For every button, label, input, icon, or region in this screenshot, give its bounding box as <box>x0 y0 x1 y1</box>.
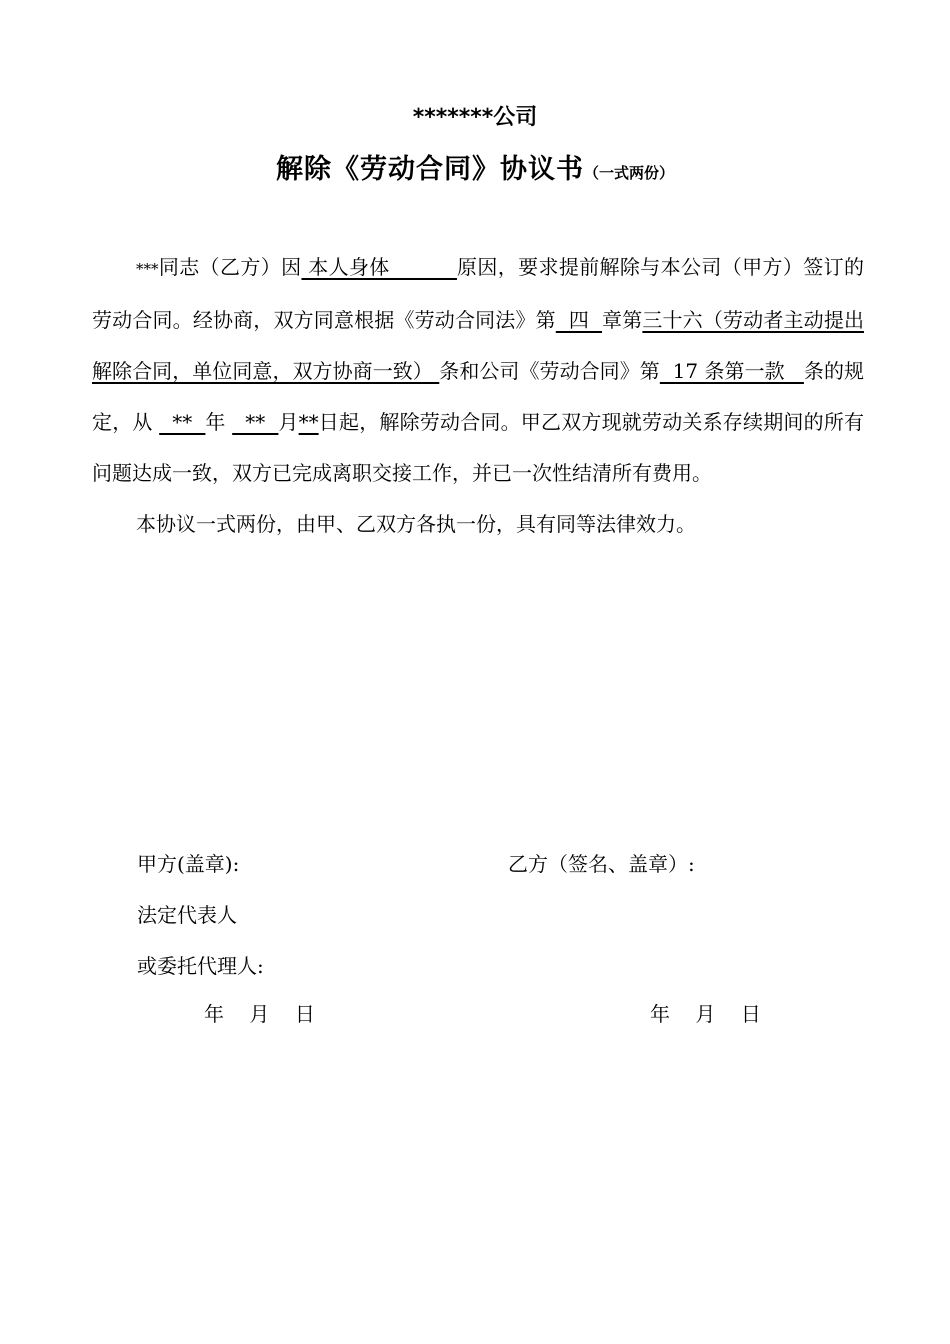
party-b-label: 乙方（签名、盖章）: <box>508 852 695 876</box>
text-segment: 章第 <box>602 308 643 332</box>
document-title <box>0 147 950 186</box>
month-field: ** <box>232 410 279 434</box>
text-segment: 原因，要求提前解除与本公司（甲方）签订的劳动合同。经协商，双方同意根据《劳动合同法》第 <box>92 255 865 332</box>
text-segment: 月 <box>278 410 299 434</box>
text-segment: 同志（乙方）因 <box>158 255 302 279</box>
company-name: *******公司 <box>412 105 538 130</box>
clause-field: 17 条第一款 <box>659 359 804 383</box>
reason-field: 本人身体 <box>301 255 457 279</box>
employee-name: *** <box>136 260 159 278</box>
title-note: （一式两份） <box>583 164 674 182</box>
chapter-field: 四 <box>555 308 603 332</box>
text-segment: 条和公司《劳动合同》第 <box>439 359 660 383</box>
title-text: 解除《劳动合同》协议书 <box>275 154 584 185</box>
agent-label: 或委托代理人: <box>137 954 264 978</box>
text-segment: 日起，解除劳动合同。甲乙双方现就劳动关系存续期间的所有问题达成一致，双方已完成离职交接工作，并已一次性结清所有费用。 <box>92 410 865 485</box>
legal-representative-label: 法定代表人 <box>137 903 237 927</box>
agreement-body <box>92 242 864 550</box>
text-segment: 条的规定，从 <box>92 359 865 434</box>
text-segment: 年 <box>205 410 233 434</box>
paragraph-copies: 本协议一式两份，由甲、乙双方各执一份，具有同等法律效力。 <box>136 512 696 536</box>
party-b-date: 年 月 日 <box>650 1002 761 1026</box>
party-a-label: 甲方(盖章): <box>137 852 240 876</box>
day-field: ** <box>298 410 319 434</box>
paragraph-main <box>92 242 864 499</box>
article-field: 三十六（劳动者主动提出解除合同，单位同意，双方协商一致） <box>92 308 864 383</box>
party-a-date: 年 月 日 <box>204 1002 315 1026</box>
year-field: ** <box>159 410 206 434</box>
